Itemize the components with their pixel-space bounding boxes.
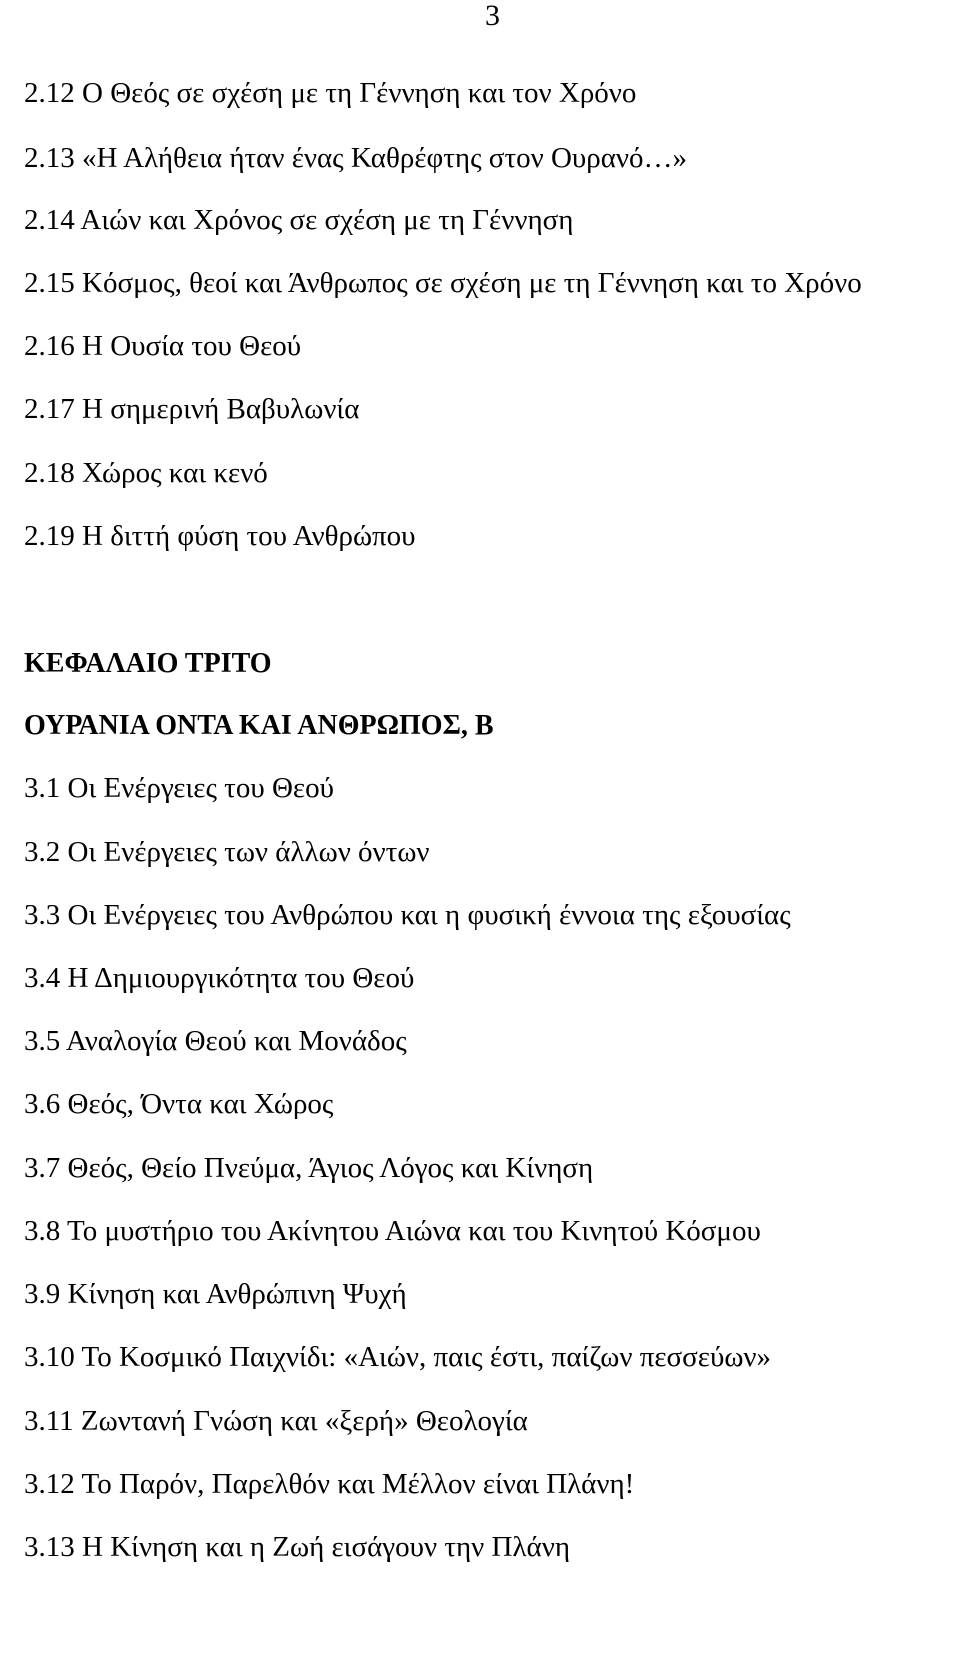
toc-entry-3-6: 3.6 Θεός, Όντα και Χώρος [24, 1088, 334, 1120]
toc-entry-3-2: 3.2 Οι Ενέργειες των άλλων όντων [24, 836, 430, 868]
toc-entry-3-13: 3.13 Η Κίνηση και η Ζωή εισάγουν την Πλάνη [24, 1531, 571, 1563]
toc-entry-2-17: 2.17 Η σημερινή Βαβυλωνία [24, 393, 360, 425]
toc-entry-3-5: 3.5 Αναλογία Θεού και Μονάδος [24, 1025, 407, 1057]
toc-entry-3-12: 3.12 Το Παρόν, Παρελθόν και Μέλλον είναι Πλάνη! [24, 1468, 635, 1500]
toc-entry-3-4: 3.4 Η Δημιουργικότητα του Θεού [24, 962, 415, 994]
chapter-heading: ΚΕΦΑΛΑΙΟ ΤΡΙΤΟ [24, 648, 272, 679]
toc-entry-3-10: 3.10 Το Κοσμικό Παιχνίδι: «Αιών, παις έστι, παίζων πεσσεύων» [24, 1341, 772, 1373]
chapter-title: ΟΥΡΑΝΙΑ ΟΝΤΑ ΚΑΙ ΑΝΘΡΩΠΟΣ, Β [24, 710, 494, 741]
toc-entry-3-11: 3.11 Ζωντανή Γνώση και «ξερή» Θεολογία [24, 1405, 528, 1437]
toc-entry-2-15: 2.15 Κόσμος, θεοί και Άνθρωπος σε σχέση με τη Γέννηση και το Χρόνο [24, 267, 862, 299]
toc-entry-3-7: 3.7 Θεός, Θείο Πνεύμα, Άγιος Λόγος και Κίνηση [24, 1152, 594, 1184]
toc-entry-2-12: 2.12 Ο Θεός σε σχέση με τη Γέννηση και τον Χρόνο [24, 77, 637, 109]
toc-entry-2-19: 2.19 Η διττή φύση του Ανθρώπου [24, 520, 416, 552]
toc-entry-3-8: 3.8 Το μυστήριο του Ακίνητου Αιώνα και του Κινητού Κόσμου [24, 1215, 761, 1247]
toc-entry-3-3: 3.3 Οι Ενέργειες του Ανθρώπου και η φυσική έννοια της εξουσίας [24, 899, 791, 931]
page-number: 3 [485, 0, 500, 32]
toc-entry-3-1: 3.1 Οι Ενέργειες του Θεού [24, 772, 334, 804]
toc-entry-2-13: 2.13 «Η Αλήθεια ήταν ένας Καθρέφτης στον Ουρανό…» [24, 142, 688, 174]
toc-entry-2-16: 2.16 Η Ουσία του Θεού [24, 330, 302, 362]
toc-entry-2-14: 2.14 Αιών και Χρόνος σε σχέση με τη Γέννηση [24, 204, 574, 236]
toc-entry-3-9: 3.9 Κίνηση και Ανθρώπινη Ψυχή [24, 1278, 407, 1310]
toc-entry-2-18: 2.18 Χώρος και κενό [24, 457, 268, 489]
